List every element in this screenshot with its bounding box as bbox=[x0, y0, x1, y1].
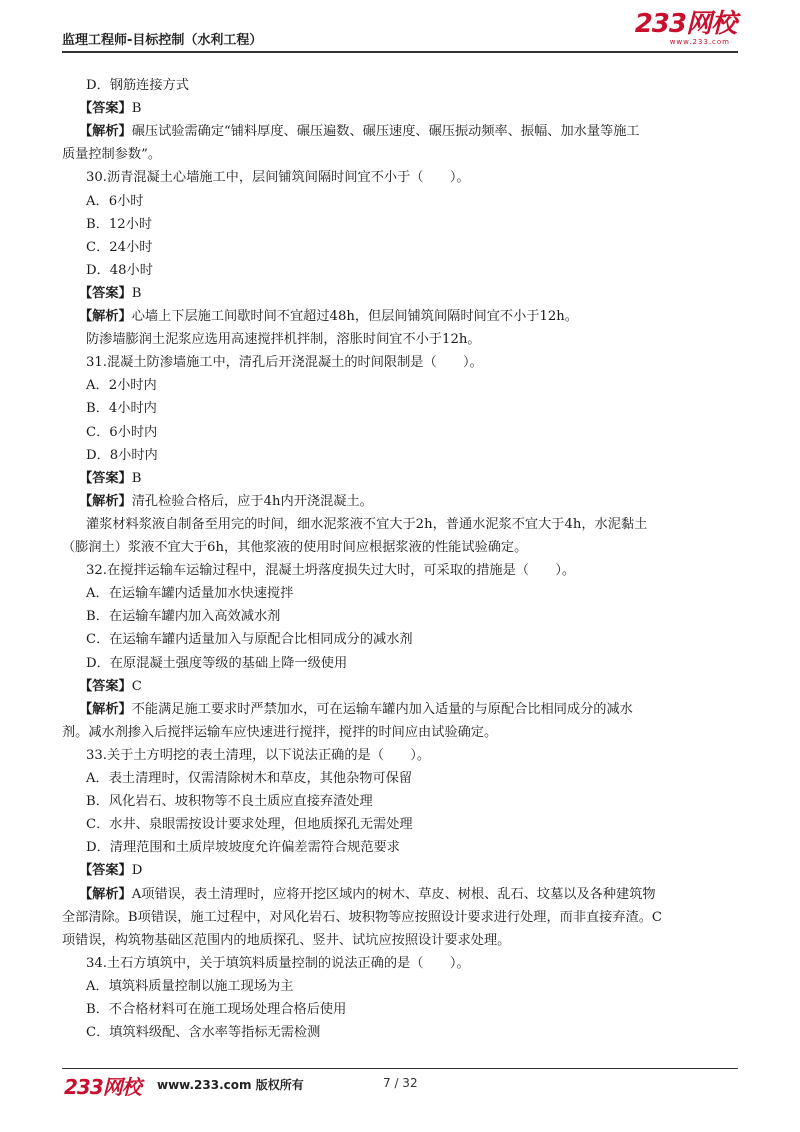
footer-logo: 233网校 bbox=[64, 1075, 141, 1099]
explanation-line bbox=[79, 307, 578, 327]
answer-option bbox=[86, 815, 413, 835]
line-text: 防渗墙膨润土泥浆应选用高速搅拌机拌制，溶胀时间宜不小于12h。 bbox=[86, 332, 481, 348]
line-text: 32.在搅拌运输车运输过程中，混凝土坍落度损失过大时，可采取的措施是（ ）。 bbox=[86, 563, 576, 579]
line-text: 33.关于土方明挖的表土清理，以下说法正确的是（ ）。 bbox=[86, 747, 431, 763]
text-continuation bbox=[62, 931, 510, 951]
answer-line bbox=[79, 469, 141, 489]
logo-url: www.233.com bbox=[669, 38, 730, 46]
line-text: B．风化岩石、坡积物等不良土质应直接弃渣处理 bbox=[86, 794, 373, 810]
explanation-label: 【解析】 bbox=[79, 309, 132, 324]
answer-option bbox=[86, 654, 347, 674]
paragraph-line bbox=[86, 515, 647, 535]
line-text: A项错误，表土清理时，应将开挖区域内的树木、草皮、树根、乱石、坟墓以及各种建筑物 bbox=[131, 886, 656, 902]
answer-option bbox=[86, 446, 158, 466]
explanation-label: 【解析】 bbox=[79, 493, 132, 509]
text-continuation bbox=[62, 908, 662, 928]
line-text: A．6小时 bbox=[86, 193, 144, 209]
line-text: A．2小时内 bbox=[86, 378, 157, 394]
line-text: 质量控制参数”。 bbox=[62, 147, 162, 163]
answer-option bbox=[86, 977, 293, 997]
logo-wordmark: 233网校 bbox=[634, 9, 736, 39]
answer-option bbox=[86, 630, 413, 650]
line-text: C．24小时 bbox=[86, 239, 153, 255]
line-text: C．在运输车罐内适量加入与原配合比相同成分的减水剂 bbox=[86, 632, 413, 648]
answer-option bbox=[86, 238, 152, 258]
answer-option bbox=[86, 192, 143, 212]
line-text: 清孔检验合格后，应于4h内开浇混凝土。 bbox=[131, 493, 373, 509]
answer-option bbox=[86, 769, 412, 789]
answer-option bbox=[86, 76, 189, 96]
page-number: 7 / 32 bbox=[383, 1076, 418, 1090]
line-text: 灌浆材料浆液自制备至用完的时间，细水泥浆液不宜大于2h，普通水泥浆不宜大于4h，水泥黏土 bbox=[86, 516, 648, 532]
line-text: D．清理范围和土质岸坡坡度允许偏差需符合规范要求 bbox=[86, 840, 400, 856]
answer-option bbox=[86, 1000, 346, 1020]
answer-label: 【答案】 bbox=[79, 101, 132, 117]
text-continuation bbox=[62, 538, 527, 558]
line-text: B．4小时内 bbox=[86, 401, 157, 417]
line-text: A．填筑料质量控制以施工现场为主 bbox=[86, 978, 294, 994]
explanation-label: 【解析】 bbox=[79, 124, 132, 140]
answer-option bbox=[86, 376, 157, 396]
line-text: B bbox=[131, 101, 142, 117]
page-header bbox=[62, 0, 738, 52]
line-text: B．12小时 bbox=[86, 216, 153, 232]
explanation-label: 【解析】 bbox=[79, 886, 132, 902]
line-text: C．6小时内 bbox=[86, 424, 158, 440]
answer-line bbox=[79, 677, 142, 697]
line-text: C．水井、泉眼需按设计要求处理，但地质探孔无需处理 bbox=[86, 817, 413, 833]
line-text: B．在运输车罐内加入高效减水剂 bbox=[86, 609, 281, 625]
answer-option bbox=[86, 607, 280, 627]
answer-line bbox=[79, 861, 142, 881]
line-text: 剂。减水剂掺入后搅拌运输车应快速进行搅拌，搅拌的时间应由试验确定。 bbox=[62, 724, 498, 740]
answer-label: 【答案】 bbox=[79, 285, 132, 301]
answer-option bbox=[86, 584, 293, 604]
answer-option bbox=[86, 399, 157, 419]
brand-logo bbox=[632, 10, 736, 48]
line-text: 项错误，构筑物基础区范围内的地质探孔、竖井、试坑应按照设计要求处理。 bbox=[62, 932, 511, 948]
explanation-line bbox=[79, 122, 640, 142]
document-title: 监理工程师-目标控制（水利工程） bbox=[62, 33, 263, 48]
explanation-line bbox=[79, 700, 633, 720]
line-text: B bbox=[131, 470, 142, 486]
answer-label: 【答案】 bbox=[79, 678, 132, 694]
footer-copyright: www.233.com 版权所有 bbox=[157, 1078, 304, 1092]
question-stem bbox=[86, 353, 483, 373]
line-text: B．不合格材料可在施工现场处理合格后使用 bbox=[86, 1002, 347, 1017]
line-text: 心墙上下层施工间歇时间不宜超过48h，但层间铺筑间隔时间宜不小于12h。 bbox=[131, 309, 578, 324]
answer-option bbox=[86, 423, 157, 443]
line-text: D．48小时 bbox=[86, 262, 153, 278]
text-continuation bbox=[62, 723, 497, 743]
text-continuation bbox=[62, 145, 161, 165]
line-text: C bbox=[131, 678, 142, 694]
line-text: A．在运输车罐内适量加水快速搅拌 bbox=[86, 586, 294, 602]
line-text: 不能满足施工要求时严禁加水，可在运输车罐内加入适量的与原配合比相同成分的减水 bbox=[131, 701, 633, 717]
line-text: 碾压试验需确定“铺料厚度、碾压遍数、碾压速度、碾压振动频率、振幅、加水量等施工 bbox=[131, 124, 640, 140]
question-stem bbox=[86, 954, 470, 974]
line-text: D bbox=[131, 863, 143, 879]
line-text: 34.土石方填筑中，关于填筑料质量控制的说法正确的是（ ）。 bbox=[86, 955, 470, 971]
explanation-line bbox=[79, 492, 373, 512]
answer-option bbox=[86, 838, 400, 858]
answer-label: 【答案】 bbox=[79, 863, 132, 879]
explanation-label: 【解析】 bbox=[79, 701, 132, 717]
line-text: D．在原混凝土强度等级的基础上降一级使用 bbox=[86, 655, 348, 671]
line-text: 30.沥青混凝土心墙施工中，层间铺筑间隔时间宜不小于（ ）。 bbox=[86, 170, 470, 186]
answer-option bbox=[86, 215, 152, 235]
answer-label: 【答案】 bbox=[79, 470, 132, 486]
header-divider bbox=[62, 51, 738, 53]
line-text: 全部清除。B项错误，施工过程中，对风化岩石、坡积物等应按照设计要求进行处理，而非直接弃渣。C bbox=[62, 909, 663, 925]
question-stem bbox=[86, 561, 575, 581]
line-text: （膨润土）浆液不宜大于6h，其他浆液的使用时间应根据浆液的性能试验确定。 bbox=[62, 540, 528, 555]
question-stem bbox=[86, 746, 430, 766]
answer-line bbox=[79, 284, 141, 304]
answer-line bbox=[79, 99, 141, 119]
answer-option bbox=[86, 1023, 320, 1043]
line-text: D．钢筋连接方式 bbox=[86, 78, 189, 93]
line-text: A．表土清理时，仅需清除树木和草皮，其他杂物可保留 bbox=[86, 771, 413, 786]
line-text: D．8小时内 bbox=[86, 447, 158, 463]
paragraph-line bbox=[86, 330, 481, 350]
question-stem bbox=[86, 168, 470, 188]
answer-option bbox=[86, 261, 153, 281]
explanation-line bbox=[79, 885, 656, 905]
line-text: B bbox=[131, 285, 142, 301]
footer-divider bbox=[62, 1068, 738, 1069]
line-text: C．填筑料级配、含水率等指标无需检测 bbox=[86, 1025, 321, 1041]
line-text: 31.混凝土防渗墙施工中，清孔后开浇混凝土的时间限制是（ ）。 bbox=[86, 355, 483, 371]
answer-option bbox=[86, 792, 373, 812]
